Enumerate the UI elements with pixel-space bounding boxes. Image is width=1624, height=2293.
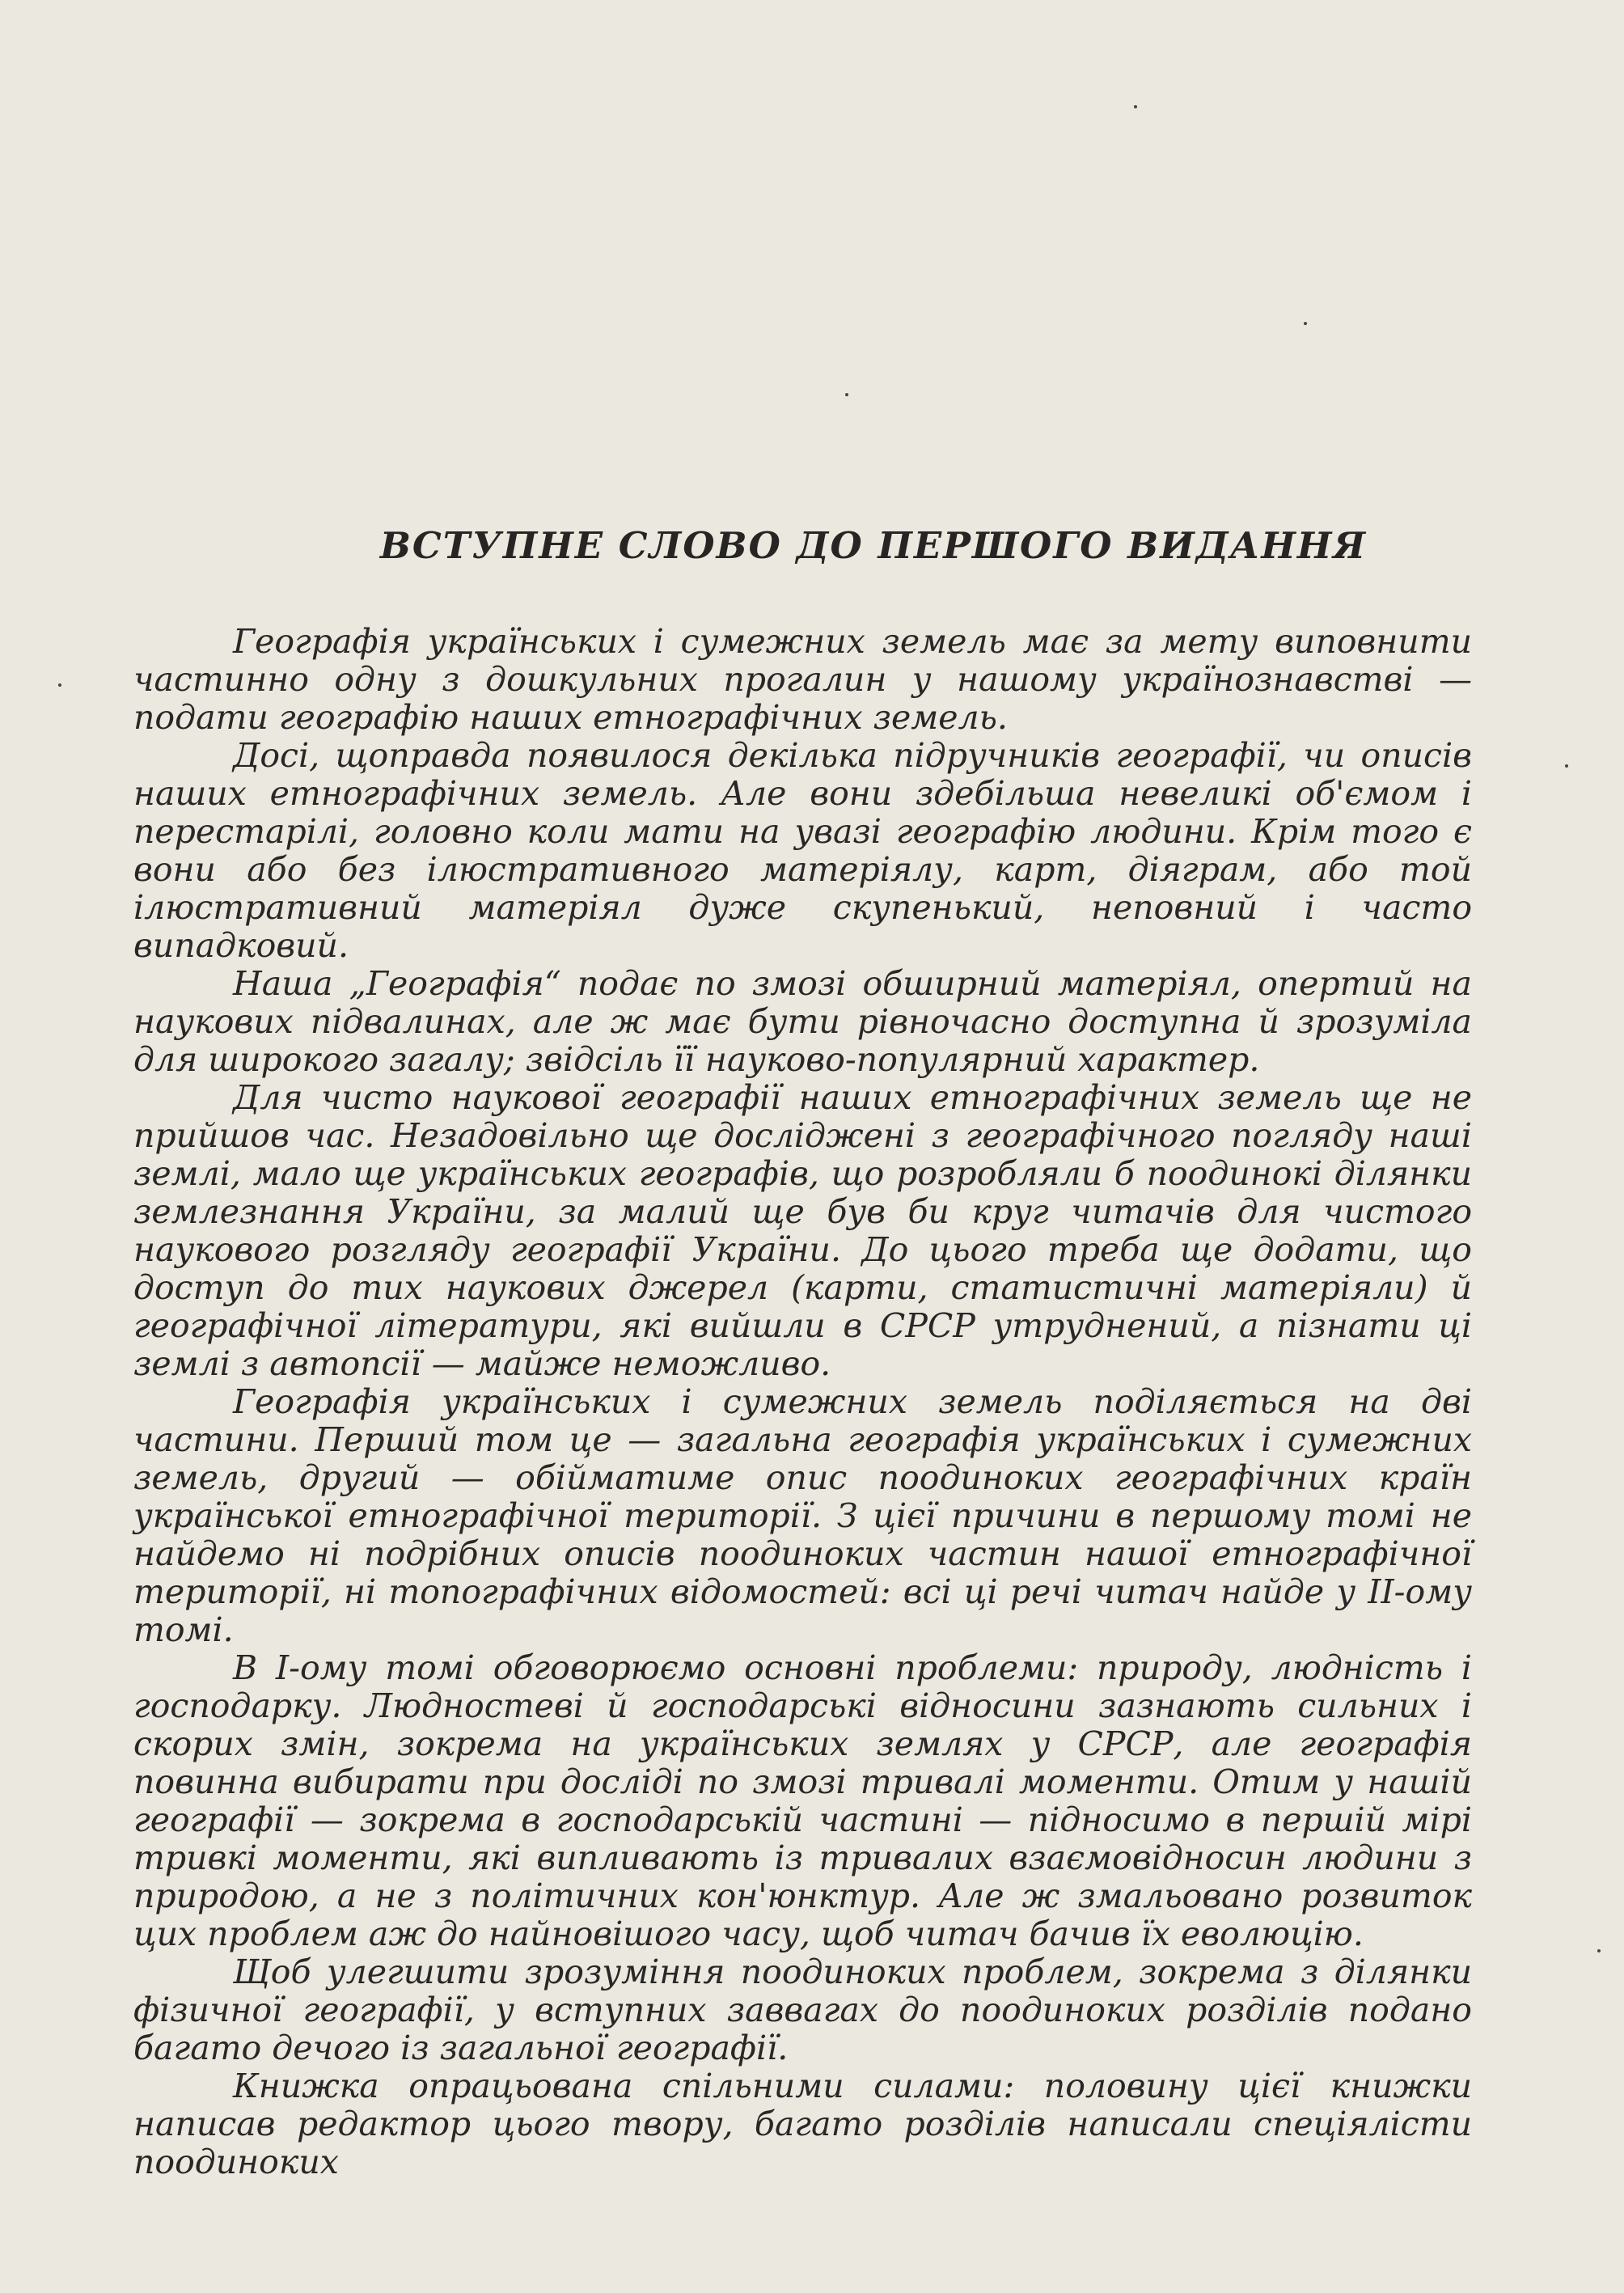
paragraph-1: Географія українських і сумежних земель має за мету виповнити частинно одну з дошкульних прогалин у нашому українознавстві — подати географію наших етнографічних земель.	[133, 622, 1472, 737]
page-title: ВСТУПНЕ СЛОВО ДО ПЕРШОГО ВИДАННЯ	[379, 524, 1368, 567]
paragraph-2: Досі, щоправда появилося декілька підручників географії, чи описів наших етнографічних земель. Але вони здебільша невеликі об'ємом і перестарілі, головно коли мати на увазі географію людини. Крім того є вони або без ілюстративного матеріялу, карт, діяграм, або той ілюстративний матеріял дуже скупенький, неповний і часто випадковий.	[133, 736, 1472, 965]
paragraph-3: Наша „Географія“ подає по змозі обширний матеріял, опертий на наукових підвалинах, але ж має бути рівночасно доступна й зрозуміла для широкого загалу; звідсіль її науково-популярний характер.	[133, 964, 1472, 1079]
body-text	[133, 623, 1472, 2181]
paper-speck	[1304, 322, 1307, 325]
paper-speck	[845, 393, 848, 396]
paper-speck	[1134, 105, 1137, 108]
paper-speck	[1565, 764, 1568, 768]
paper-speck	[58, 683, 61, 687]
paper-speck	[1597, 1949, 1601, 1952]
paragraph-8: Книжка опрацьована спільними силами: половину цієї книжки написав редактор цього твору, багато розділів написали спеціялісти поодиноких	[133, 2067, 1472, 2181]
paragraph-5: Географія українських і сумежних земель поділяється на дві частини. Перший том це — загальна географія українських і сумежних земель, другий — обійматиме опис поодиноких географічних країн української етнографічної території. З цієї причини в першому томі не найдемо ні подрібних описів поодиноких частин нашої етнографічної території, ні топографічних відомостей: всі ці речі читач найде у II-ому томі.	[133, 1382, 1472, 1649]
paragraph-6: В I-ому томі обговорюємо основні проблеми: природу, людність і господарку. Людностеві й господарські відносини зазнають сильних і скорих змін, зокрема на українських землях у СРСР, але географія повинна вибирати при досліді по змозі тривалі моменти. Отим у нашій географії — зокрема в господарській частині — підносимо в першій мірі тривкі моменти, які випливають із тривалих взаємовідносин людини з природою, а не з політичних кон'юнктур. Але ж змальовано розвиток цих проблем аж до найновішого часу, щоб читач бачив їх еволюцію.	[133, 1648, 1472, 1953]
paragraph-7: Щоб улегшити зрозуміння поодиноких проблем, зокрема з ділянки фізичної географії, у вступних заввагах до поодиноких розділів подано багато дечого із загальної географії.	[133, 1952, 1472, 2067]
paragraph-4: Для чисто наукової географії наших етнографічних земель ще не прийшов час. Незадовільно ще досліджені з географічного погляду наші землі, мало ще українських географів, що розробляли б поодинокі ділянки землезнання України, за малий ще був би круг читачів для чистого наукового розгляду географії України. До цього треба ще додати, що доступ до тих наукових джерел (карти, статистичні матеріяли) й географічної літератури, які вийшли в СРСР утруднений, а пізнати ці землі з автопсії — майже неможливо.	[133, 1078, 1472, 1383]
